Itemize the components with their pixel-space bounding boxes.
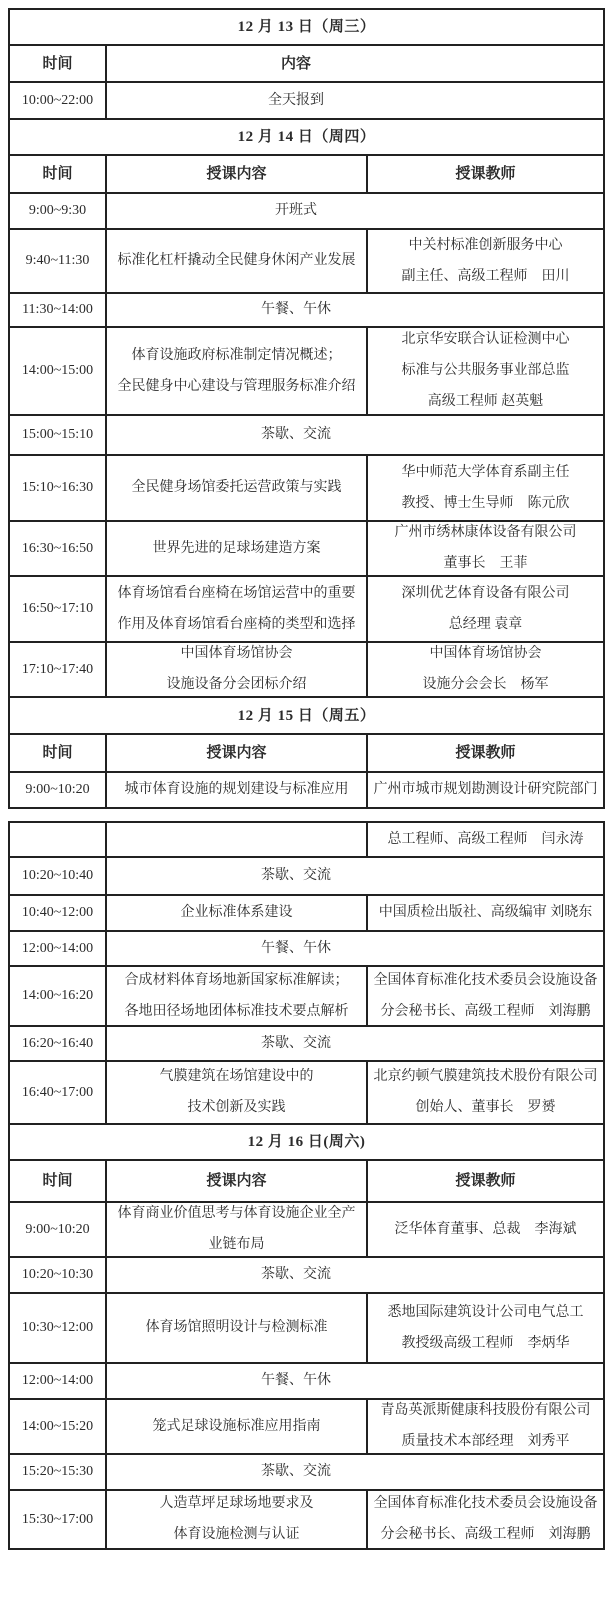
course-content-cell-line: 企业标准体系建设 (180, 905, 293, 920)
course-column-header (106, 1160, 367, 1202)
table-row (9, 1257, 604, 1293)
table-row (9, 1293, 604, 1363)
time-cell-line: 15:00~15:10 (21, 427, 94, 442)
date-header-cell (9, 9, 604, 45)
table-row (9, 293, 604, 327)
date-header-cell (9, 119, 604, 155)
activity-cell (106, 857, 604, 895)
table-row (9, 1490, 604, 1549)
time-cell-line: 11:30~14:00 (22, 302, 93, 317)
course-column-header-line: 授课内容 (206, 1173, 267, 1189)
time-cell-line: 14:00~16:20 (21, 988, 94, 1003)
content-column-header (106, 45, 604, 82)
time-cell (9, 1026, 106, 1061)
table-row (9, 9, 604, 45)
date-header-cell-line: 12 月 14 日（周四） (237, 129, 376, 145)
course-content-cell-line: 合成材料体育场地新国家标准解读； (124, 972, 349, 988)
course-content-cell-line: 体育场馆照明设计与检测标准 (145, 1320, 328, 1335)
table-row (9, 1160, 604, 1202)
teacher-cell (367, 1490, 604, 1549)
course-content-cell (106, 327, 367, 415)
activity-cell-line: 茶歇、交流 (261, 1464, 331, 1479)
time-column-header (9, 734, 106, 772)
teacher-cell-line: 中关村标准创新服务中心 (408, 237, 563, 253)
time-cell-line: 12:00~14:00 (21, 1373, 94, 1388)
teacher-cell-line: 青岛英派斯健康科技股份有限公司 (380, 1403, 591, 1418)
course-content-cell (106, 822, 367, 857)
table-row (9, 697, 604, 734)
course-content-cell (106, 1399, 367, 1454)
teacher-column-header-line: 授课教师 (455, 745, 516, 761)
teacher-column-header-line: 授课教师 (455, 1173, 516, 1189)
time-column-header (9, 155, 106, 193)
teacher-cell-line: 北京华安联合认证检测中心 (401, 332, 570, 347)
course-content-cell-line: 全民健身场馆委托运营政策与实践 (131, 480, 342, 495)
teacher-cell-line: 董事长 王菲 (443, 556, 528, 571)
activity-cell (106, 82, 604, 119)
course-content-cell (106, 1293, 367, 1363)
teacher-cell (367, 1061, 604, 1124)
table-row (9, 857, 604, 895)
date-header-cell (9, 1124, 604, 1160)
teacher-cell-line: 教授级高级工程师 李炳华 (401, 1335, 570, 1351)
course-content-cell-line: 标准化杠杆撬动全民健身休闲产业发展 (117, 253, 356, 268)
time-cell (9, 1293, 106, 1363)
time-cell (9, 327, 106, 415)
course-content-cell-line: 全民健身中心建设与管理服务标准介绍 (117, 378, 356, 394)
table-row (9, 119, 604, 155)
table-row (9, 966, 604, 1026)
time-cell-line: 15:10~16:30 (21, 480, 94, 495)
teacher-cell-line: 悉地国际建筑设计公司电气总工 (387, 1304, 584, 1320)
time-cell (9, 82, 106, 119)
teacher-cell (367, 455, 604, 521)
time-cell-line: 10:40~12:00 (21, 905, 94, 920)
course-content-cell-line: 城市体育设施的规划建设与标准应用 (124, 782, 349, 797)
table-row (9, 642, 604, 697)
time-cell-line: 10:20~10:40 (21, 868, 94, 883)
activity-cell-line: 茶歇、交流 (261, 1035, 331, 1051)
activity-cell-line: 茶歇、交流 (261, 427, 331, 442)
table-row (9, 521, 604, 576)
table-row (9, 822, 604, 857)
course-content-cell (106, 455, 367, 521)
teacher-cell-line: 总经理 袁章 (448, 616, 523, 632)
time-column-header (9, 1160, 106, 1202)
time-column-header-line: 时间 (42, 1173, 73, 1189)
table-row (9, 1399, 604, 1454)
time-cell (9, 1454, 106, 1490)
teacher-cell (367, 822, 604, 857)
activity-cell (106, 193, 604, 229)
activity-cell (106, 293, 604, 327)
teacher-cell (367, 1399, 604, 1454)
time-cell-line: 9:40~11:30 (25, 253, 90, 268)
time-cell (9, 1490, 106, 1549)
time-cell-line: 9:00~10:20 (25, 782, 90, 797)
time-cell-line: 10:00~22:00 (21, 92, 94, 108)
time-cell (9, 1363, 106, 1399)
time-cell (9, 415, 106, 455)
teacher-cell-line: 设施分会会长 杨军 (422, 677, 549, 692)
time-column-header (9, 45, 106, 82)
course-content-cell-line: 设施设备分会团标介绍 (166, 677, 307, 692)
table-row (9, 193, 604, 229)
activity-cell-line: 茶歇、交流 (261, 868, 331, 883)
course-content-cell-line: 气膜建筑在场馆建设中的 (159, 1069, 314, 1084)
time-cell-line: 16:50~17:10 (21, 601, 94, 616)
teacher-cell (367, 576, 604, 642)
course-content-cell-line: 中国体育场馆协会 (180, 646, 293, 661)
course-content-cell-line: 作用及体育场馆看台座椅的类型和选择 (117, 616, 356, 632)
course-content-cell-line: 各地田径场地团体标准技术要点解析 (124, 1003, 349, 1019)
date-header-cell-line: 12 月 15 日（周五） (237, 707, 376, 724)
course-content-cell-line: 笼式足球设施标准应用指南 (152, 1418, 321, 1434)
activity-cell-line: 午餐、午休 (261, 302, 331, 317)
page-break-gap (8, 809, 611, 821)
teacher-column-header-line: 授课教师 (455, 166, 516, 182)
table-row (9, 45, 604, 82)
time-cell-line: 16:40~17:00 (21, 1084, 94, 1100)
course-content-cell (106, 1061, 367, 1124)
date-header-cell-line: 12 月 13 日（周三） (237, 19, 376, 35)
course-content-cell-line: 技术创新及实践 (187, 1100, 286, 1115)
time-cell (9, 642, 106, 697)
course-content-cell-line: 世界先进的足球场建造方案 (152, 540, 321, 556)
teacher-cell-line: 标准与公共服务事业部总监 (401, 363, 570, 378)
teacher-cell (367, 966, 604, 1026)
teacher-cell (367, 229, 604, 293)
content-column-header-line: 内容 (281, 55, 312, 72)
time-column-header-line: 时间 (42, 55, 73, 72)
time-cell-line: 10:20~10:30 (21, 1267, 94, 1282)
table-row (9, 1026, 604, 1061)
teacher-cell-line: 中国体育场馆协会 (429, 646, 542, 661)
teacher-cell (367, 772, 604, 808)
activity-cell (106, 1363, 604, 1399)
time-cell (9, 521, 106, 576)
course-content-cell (106, 1202, 367, 1257)
time-cell-line: 12:00~14:00 (21, 940, 94, 956)
time-cell (9, 895, 106, 931)
table-row (9, 1061, 604, 1124)
activity-cell-line: 茶歇、交流 (261, 1267, 331, 1282)
course-content-cell (106, 895, 367, 931)
time-cell-line: 16:30~16:50 (21, 540, 94, 556)
schedule-table-1 (8, 8, 605, 809)
time-cell (9, 1061, 106, 1124)
teacher-cell-line: 广州市城市规划勘测设计研究院部门 (373, 782, 598, 797)
activity-cell (106, 931, 604, 966)
time-cell (9, 822, 106, 857)
teacher-cell-line: 深圳优艺体育设备有限公司 (401, 585, 570, 601)
activity-cell-line: 午餐、午休 (261, 1373, 331, 1388)
time-cell (9, 229, 106, 293)
teacher-cell (367, 895, 604, 931)
table-row (9, 931, 604, 966)
time-cell-line: 14:00~15:00 (21, 363, 94, 378)
teacher-cell-line: 创始人、董事长 罗赟 (415, 1100, 556, 1115)
time-cell-line: 17:10~17:40 (21, 661, 94, 677)
table-row (9, 576, 604, 642)
teacher-cell-line: 北京约顿气膜建筑技术股份有限公司 (373, 1069, 598, 1084)
course-column-header (106, 155, 367, 193)
table-row (9, 1363, 604, 1399)
time-cell (9, 293, 106, 327)
time-cell (9, 1202, 106, 1257)
course-content-cell (106, 1490, 367, 1549)
date-header-cell (9, 697, 604, 734)
time-cell-line: 14:00~15:20 (21, 1418, 94, 1434)
table-row (9, 327, 604, 415)
course-content-cell (106, 576, 367, 642)
course-content-cell-line: 体育商业价值思考与体育设施企业全产 (117, 1206, 356, 1221)
teacher-cell-line: 分会秘书长、高级工程师 刘海鹏 (380, 1527, 591, 1542)
table-row (9, 155, 604, 193)
time-column-header-line: 时间 (42, 166, 73, 182)
table-row (9, 1202, 604, 1257)
teacher-cell-line: 总工程师、高级工程师 闫永涛 (387, 831, 584, 847)
table-row (9, 229, 604, 293)
teacher-cell-line: 副主任、高级工程师 田川 (401, 268, 570, 284)
time-cell (9, 857, 106, 895)
time-cell-line: 9:00~10:20 (25, 1221, 90, 1237)
activity-cell (106, 1026, 604, 1061)
teacher-cell-line: 广州市绣林康体设备有限公司 (394, 525, 577, 540)
course-content-cell-line: 体育设施检测与认证 (173, 1527, 300, 1542)
teacher-column-header (367, 1160, 604, 1202)
table-row (9, 734, 604, 772)
teacher-cell-line: 分会秘书长、高级工程师 刘海鹏 (380, 1003, 591, 1019)
teacher-cell-line: 质量技术本部经理 刘秀平 (401, 1434, 570, 1449)
course-column-header-line: 授课内容 (206, 745, 267, 761)
time-cell (9, 931, 106, 966)
table-row (9, 455, 604, 521)
time-cell (9, 772, 106, 808)
activity-cell-line: 午餐、午休 (261, 940, 331, 956)
course-content-cell (106, 966, 367, 1026)
table-row (9, 1124, 604, 1160)
teacher-cell (367, 521, 604, 576)
teacher-column-header (367, 155, 604, 193)
time-cell (9, 455, 106, 521)
teacher-cell (367, 327, 604, 415)
time-cell-line: 15:20~15:30 (21, 1464, 94, 1479)
activity-cell (106, 415, 604, 455)
activity-cell (106, 1257, 604, 1293)
time-cell (9, 576, 106, 642)
teacher-cell-line: 泛华体育董事、总裁 李海斌 (394, 1221, 577, 1237)
table-row (9, 895, 604, 931)
time-cell (9, 1257, 106, 1293)
teacher-cell-line: 高级工程师 赵英魁 (427, 394, 544, 409)
teacher-cell (367, 642, 604, 697)
course-content-cell (106, 772, 367, 808)
time-cell (9, 193, 106, 229)
time-cell (9, 966, 106, 1026)
teacher-cell-line: 全国体育标准化技术委员会设施设备 (373, 1496, 598, 1511)
teacher-cell (367, 1202, 604, 1257)
activity-cell-line: 开班式 (275, 203, 317, 218)
time-cell-line: 10:30~12:00 (21, 1320, 94, 1335)
course-content-cell-line: 人造草坪足球场地要求及 (159, 1496, 314, 1511)
activity-cell (106, 1454, 604, 1490)
teacher-cell-line: 华中师范大学体育系副主任 (401, 464, 570, 480)
teacher-cell (367, 1293, 604, 1363)
course-content-cell-line: 体育设施政府标准制定情况概述； (131, 347, 342, 363)
table-row (9, 772, 604, 808)
activity-cell-line: 全天报到 (268, 92, 324, 108)
time-cell-line: 9:00~9:30 (28, 203, 87, 218)
course-content-cell (106, 521, 367, 576)
course-column-header (106, 734, 367, 772)
course-content-cell (106, 642, 367, 697)
teacher-cell-line: 全国体育标准化技术委员会设施设备 (373, 972, 598, 988)
schedule-table-2 (8, 821, 605, 1550)
time-cell-line: 16:20~16:40 (21, 1035, 94, 1051)
teacher-column-header (367, 734, 604, 772)
course-content-cell (106, 229, 367, 293)
course-column-header-line: 授课内容 (206, 166, 267, 182)
table-row (9, 1454, 604, 1490)
teacher-cell-line: 教授、博士生导师 陈元欣 (401, 495, 570, 511)
schedule-tables-container (8, 8, 611, 1550)
date-header-cell-line: 12 月 16 日(周六) (247, 1134, 366, 1150)
course-content-cell-line: 业链布局 (208, 1237, 265, 1252)
course-content-cell-line: 体育场馆看台座椅在场馆运营中的重要 (117, 585, 356, 601)
time-cell (9, 1399, 106, 1454)
table-row (9, 82, 604, 119)
time-column-header-line: 时间 (42, 745, 73, 761)
teacher-cell-line: 中国质检出版社、高级编审 刘晓东 (378, 905, 593, 920)
time-cell-line: 15:30~17:00 (21, 1511, 94, 1527)
table-row (9, 415, 604, 455)
